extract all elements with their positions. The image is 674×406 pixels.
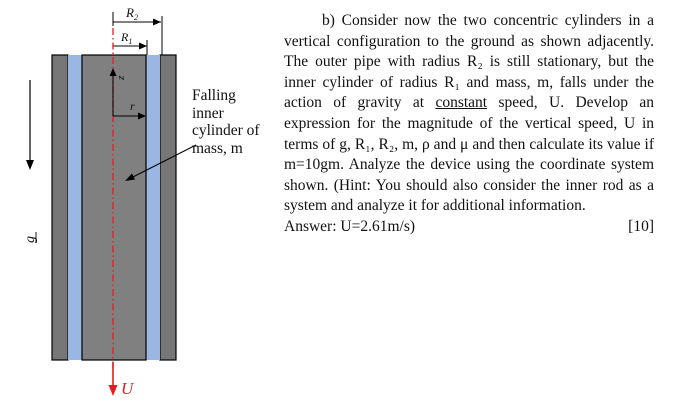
label-u: U bbox=[121, 379, 134, 398]
velocity-arrowhead bbox=[109, 385, 118, 396]
answer-text: Answer: U=2.61m/s) bbox=[284, 217, 416, 235]
problem-statement bbox=[284, 11, 654, 238]
outer-wall-right bbox=[160, 55, 176, 360]
problem-sentence: speed, U. Develop an expression for the magnitude of the vertical speed, U in terms of g, R₁, R₂, m, ρ and μ and then calculate its value if m=10gm. Analyze the device using the coordinate system shown. (Hint: You should also consider the inner rod as a system and analyze it for additional information. bbox=[284, 94, 655, 215]
r2-arrowhead bbox=[153, 19, 161, 26]
falling-cylinder-callout bbox=[192, 87, 272, 157]
outer-wall-left bbox=[52, 55, 68, 360]
answer-line bbox=[284, 217, 654, 238]
fluid-gap-right bbox=[146, 55, 160, 360]
callout-line: mass, m bbox=[192, 139, 243, 157]
callout-line: Falling bbox=[192, 87, 236, 104]
label-r1: $R_1$ bbox=[121, 30, 133, 46]
label-r: r bbox=[130, 99, 135, 113]
r1-arrowhead bbox=[139, 43, 147, 50]
callout-line: inner bbox=[192, 104, 224, 122]
problem-sentence: Consider now the two concentric cylinders in a vertical configuration to the ground as shown adjacently. bbox=[284, 12, 654, 50]
marks-label: [10] bbox=[628, 217, 654, 235]
underlined-word: constant bbox=[435, 94, 488, 112]
callout-line: cylinder of bbox=[192, 122, 260, 140]
inner-cylinder bbox=[82, 55, 146, 360]
label-r2: $R_2$ bbox=[126, 5, 138, 22]
part-label: b) bbox=[322, 12, 335, 29]
label-z: z bbox=[115, 75, 127, 80]
fluid-gap-left bbox=[68, 55, 82, 360]
cylinder-figure bbox=[0, 0, 280, 406]
label-g: g bbox=[23, 236, 38, 243]
gravity-arrowhead bbox=[26, 160, 34, 170]
problem-sentence: The outer pipe with radius R₂ is still stationary, but the inner cylinder of radius R₁ and mass, m, falls under the action of gravity at bbox=[284, 53, 654, 112]
